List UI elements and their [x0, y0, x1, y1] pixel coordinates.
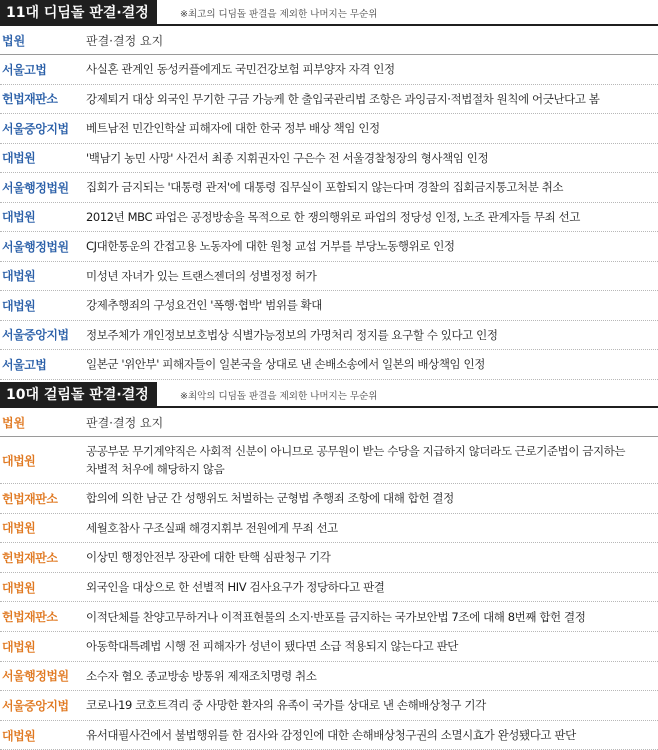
ruling-summary: 소수자 혐오 종교방송 방통위 제재조치명령 취소 — [86, 668, 317, 683]
ruling-summary: 미성년 자녀가 있는 트랜스젠더의 성별정정 허가 — [86, 268, 317, 283]
table-row — [0, 632, 658, 662]
table-row — [0, 173, 658, 203]
setbacks-title: 10대 걸림돌 판결·결정 — [0, 382, 157, 408]
ruling-summary: 코로나19 코호트격리 중 사망한 환자의 유족이 국가를 상대로 낸 손해배상청구 기각 — [86, 698, 486, 713]
court-name: 서울중앙지법 — [2, 328, 69, 343]
court-name: 대법원 — [2, 580, 36, 595]
ruling-summary: 2012년 MBC 파업은 공정방송을 목적으로 한 쟁의행위로 파업의 정당성 인정, 노조 관계자들 무죄 선고 — [86, 209, 580, 224]
ruling-summary: 세월호참사 구조실패 해경지휘부 전원에게 무죄 선고 — [86, 520, 338, 535]
court-name: 대법원 — [2, 453, 36, 468]
court-name: 서울행정법원 — [2, 180, 69, 195]
table-row — [0, 543, 658, 573]
court-name: 헌법재판소 — [2, 550, 58, 565]
ruling-summary: 유서대필사건에서 불법행위를 한 검사와 감정인에 대한 손해배상청구권의 소멸시효가 완성됐다고 판단 — [86, 728, 576, 743]
court-name: 헌법재판소 — [2, 92, 58, 107]
table-row — [0, 114, 658, 144]
table-row — [0, 602, 658, 632]
court-name: 대법원 — [2, 269, 36, 284]
ruling-summary: 베트남전 민간인학살 피해자에 대한 한국 정부 배상 책임 인정 — [86, 121, 380, 136]
setbacks-section — [0, 382, 658, 750]
upgrades-table-body — [0, 55, 658, 380]
ruling-summary: 공공부문 무기계약직은 사회적 신분이 아니므로 공무원이 받는 수당을 지급하지 않더라도 근로기준법이 금지하는 차별적 처우에 해당하지 않음 — [86, 444, 626, 476]
table-row — [0, 573, 658, 603]
table-row — [0, 321, 658, 351]
upgrades-header-court: 법원 — [2, 33, 26, 48]
setbacks-header-row — [0, 408, 658, 437]
table-row — [0, 350, 658, 380]
setbacks-header-court: 법원 — [2, 415, 26, 430]
table-row — [0, 232, 658, 262]
table-row — [0, 437, 658, 484]
upgrades-title: 11대 디딤돌 판결·결정 — [0, 0, 157, 26]
table-row — [0, 85, 658, 115]
setbacks-title-row — [0, 382, 658, 408]
ruling-summary: CJ대한통운의 간접고용 노동자에 대한 원청 교섭 거부를 부당노동행위로 인정 — [86, 239, 455, 254]
table-row — [0, 514, 658, 544]
table-row — [0, 55, 658, 85]
ruling-summary: 합의에 의한 남군 간 성행위도 처벌하는 군형법 추행죄 조항에 대해 합헌 결정 — [86, 491, 454, 506]
court-name: 서울고법 — [2, 357, 47, 372]
court-name: 서울행정법원 — [2, 239, 69, 254]
court-name: 대법원 — [2, 151, 36, 166]
setbacks-header-summary: 판결·결정 요지 — [86, 415, 164, 430]
court-name: 서울중앙지법 — [2, 121, 69, 136]
court-name: 서울중앙지법 — [2, 698, 69, 713]
setbacks-table-body — [0, 437, 658, 750]
ruling-summary: '백남기 농민 사망' 사건서 최종 지휘권자인 구은수 전 서울경찰청장의 형사책임 인정 — [86, 150, 489, 165]
ruling-summary: 아동학대특례법 시행 전 피해자가 성년이 됐다면 소급 적용되지 않는다고 판단 — [86, 639, 458, 654]
ruling-summary: 강제추행죄의 구성요건인 '폭행·협박' 범위를 확대 — [86, 298, 322, 313]
ruling-summary: 정보주체가 개인정보보호법상 식별가능정보의 가명처리 정지를 요구할 수 있다고 인정 — [86, 327, 498, 342]
ruling-summary: 일본군 '위안부' 피해자들이 일본국을 상대로 낸 손배소송에서 일본의 배상책임 인정 — [86, 357, 485, 372]
table-row — [0, 291, 658, 321]
upgrades-title-row — [0, 0, 658, 26]
court-name: 헌법재판소 — [2, 610, 58, 625]
upgrades-note: ※최고의 디딤돌 판결을 제외한 나머지는 무순위 — [180, 9, 378, 20]
court-name: 서울고법 — [2, 62, 47, 77]
table-row — [0, 203, 658, 233]
upgrades-header-row — [0, 26, 658, 55]
setbacks-note: ※최악의 디딤돌 판결을 제외한 나머지는 무순위 — [180, 391, 378, 402]
ruling-summary: 이상민 행정안전부 장관에 대한 탄핵 심판청구 기각 — [86, 550, 331, 565]
court-name: 대법원 — [2, 728, 36, 743]
table-row — [0, 144, 658, 174]
ruling-summary: 집회가 금지되는 '대통령 관저'에 대통령 집무실이 포함되지 않는다며 경찰의 집회금지통고처분 취소 — [86, 180, 564, 195]
table-row — [0, 662, 658, 692]
table-row — [0, 262, 658, 292]
table-row — [0, 691, 658, 721]
table-row — [0, 484, 658, 514]
court-name: 서울행정법원 — [2, 669, 69, 684]
court-name: 대법원 — [2, 521, 36, 536]
court-name: 대법원 — [2, 639, 36, 654]
court-name: 헌법재판소 — [2, 491, 58, 506]
upgrades-header-summary: 판결·결정 요지 — [86, 33, 164, 48]
ruling-summary: 외국인을 대상으로 한 선별적 HIV 검사요구가 정당하다고 판결 — [86, 580, 385, 595]
court-name: 대법원 — [2, 298, 36, 313]
court-name: 대법원 — [2, 210, 36, 225]
ruling-summary: 이적단체를 찬양고무하거나 이적표현물의 소지·반포를 금지하는 국가보안법 7조에 대해 8번째 합헌 결정 — [86, 609, 586, 624]
ruling-summary: 강제퇴거 대상 외국인 무기한 구금 가능케 한 출입국관리법 조항은 과잉금지·적법절차 원칙에 어긋난다고 봄 — [86, 91, 600, 106]
ruling-summary: 사실혼 관계인 동성커플에게도 국민건강보험 피부양자 자격 인정 — [86, 62, 395, 77]
